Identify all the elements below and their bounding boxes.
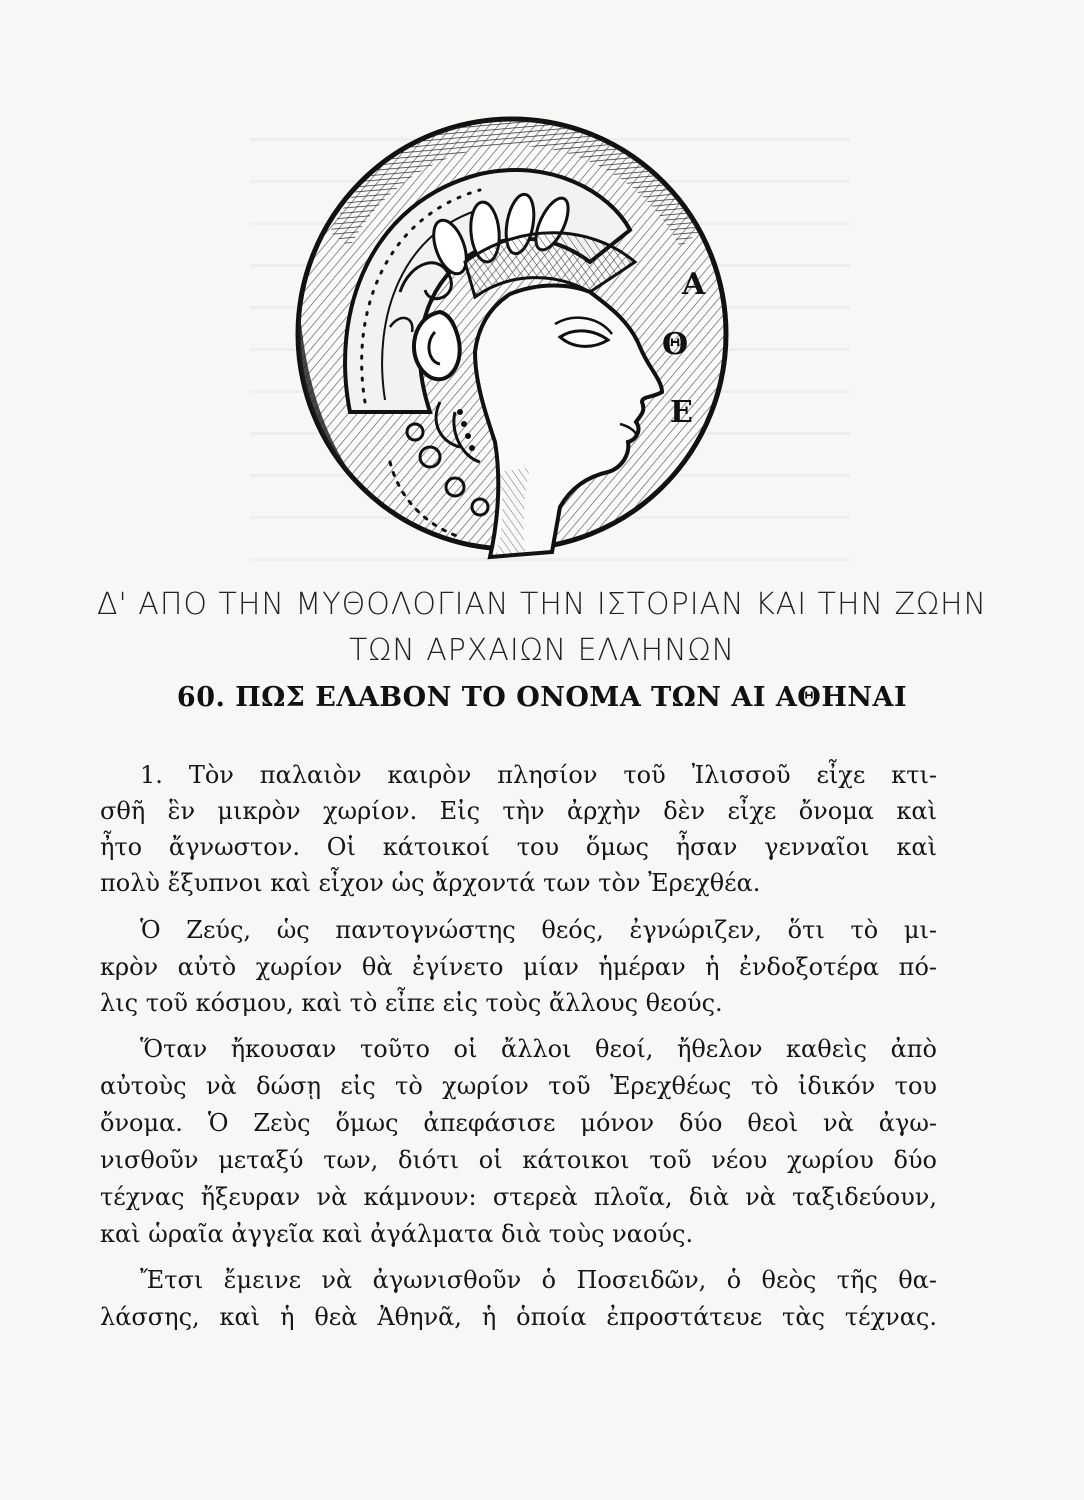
body-line: λάσσης, καὶ ἡ θεὰ Ἀθηνᾶ, ἡ ὁποία ἐπροστάτευε τὰς τέχνας.: [100, 1303, 937, 1331]
body-line: αὐτοὺς νὰ δώσῃ εἰς τὸ χωρίον τοῦ Ἐρεχθέως τὸ ἰδικόν του: [100, 1072, 937, 1100]
body-line: 1. Τὸν παλαιὸν καιρὸν πλησίον τοῦ Ἰλισσοῦ εἶχε κτι-: [140, 761, 937, 789]
coin-letter-epsilon: Ε: [670, 395, 693, 430]
body-line: κρὸν αὐτὸ χωρίον θὰ ἐγίνετο μίαν ἡμέραν ἡ ἐνδοξοτέρα πό-: [100, 953, 937, 981]
body-line: ὄνομα. Ὁ Ζεὺς ὅμως ἀπεφάσισε μόνον δύο θεοὶ νὰ ἀγω-: [100, 1109, 937, 1137]
body-line: Ἔτσι ἔμεινε νὰ ἀγωνισθοῦν ὁ Ποσειδῶν, ὁ θεὸς τῆς θα-: [140, 1266, 937, 1294]
body-line: καὶ ὡραῖα ἀγγεῖα καὶ ἀγάλματα διὰ τοὺς ναούς.: [100, 1220, 694, 1248]
body-line: νισθοῦν μεταξύ των, διότι οἱ κάτοικοι τοῦ νέου χωρίου δύο: [100, 1146, 937, 1174]
body-line: λις τοῦ κόσμου, καὶ τὸ εἶπε εἰς τοὺς ἄλλους θεούς.: [100, 989, 723, 1017]
body-line: σθῆ ἓν μικρὸν χωρίον. Εἰς τὴν ἀρχὴν δὲν εἶχε ὄνομα καὶ: [100, 797, 937, 825]
series-title-line-1: Δ' ΑΠΟ ΤΗΝ ΜΥΘΟΛΟΓΙΑΝ ΤΗΝ ΙΣΤΟΡΙΑΝ ΚΑΙ ΤΗΝ ΖΩΗΝ: [97, 587, 987, 622]
body-line: ἦτο ἄγνωστον. Οἱ κάτοικοί του ὅμως ἦσαν γενναῖοι καὶ: [100, 833, 937, 861]
body-line: Ὅταν ἤκουσαν τοῦτο οἱ ἄλλοι θεοί, ἤθελον καθεὶς ἀπὸ: [140, 1035, 937, 1063]
series-title-line-2: ΤΩΝ ΑΡΧΑΙΩΝ ΕΛΛΗΝΩΝ: [348, 633, 736, 668]
body-line: πολὺ ἔξυπνοι καὶ εἶχον ὡς ἄρχοντά των τὸν Ἐρεχθέα.: [100, 869, 761, 897]
body-line: τέχνας ἤξευραν νὰ κάμνουν: στερεὰ πλοῖα, διὰ νὰ ταξιδεύουν,: [100, 1183, 937, 1211]
chapter-title: 60. ΠΩΣ ΕΛΑΒΟΝ ΤΟ ΟΝΟΜΑ ΤΩΝ ΑΙ ΑΘΗΝΑΙ: [176, 682, 908, 713]
body-line: Ὁ Ζεύς, ὡς παντογνώστης θεός, ἐγνώριζεν, ὅτι τὸ μι-: [140, 916, 937, 944]
athena-coin-illustration: [290, 112, 740, 562]
coin-letter-alpha: Α: [682, 267, 706, 302]
coin-letter-theta: Θ: [662, 327, 689, 362]
